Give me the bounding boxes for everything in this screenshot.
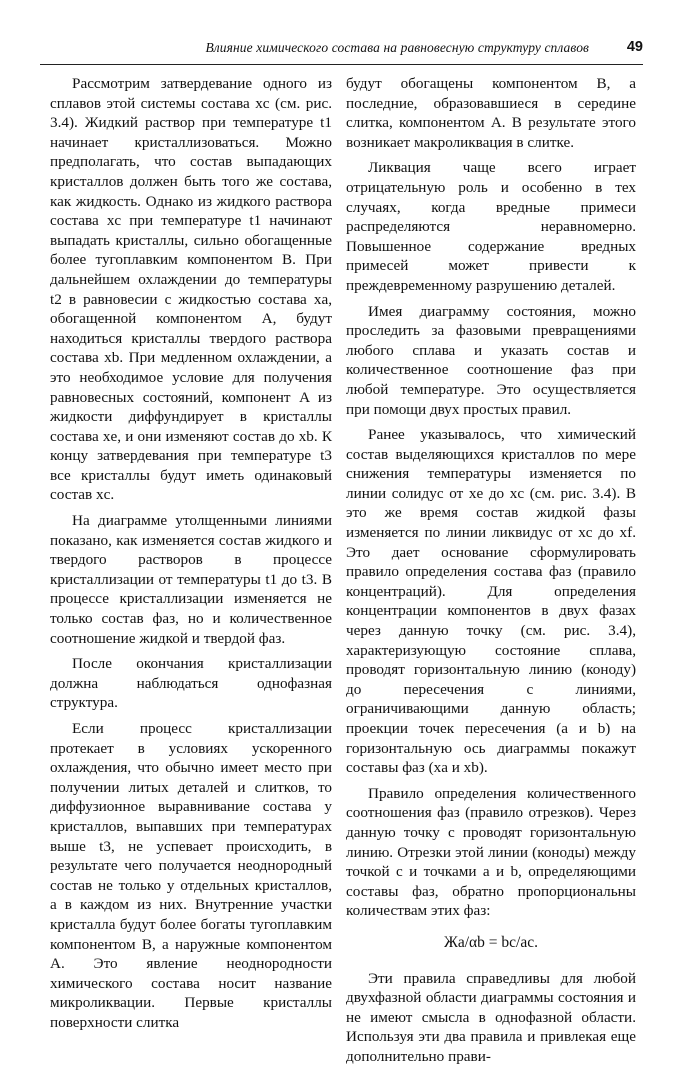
paragraph: Имея диаграмму состояния, можно проследить за фазовыми превращениями любого сплава и указать состав и количественное соотношение фаз при любой температуре. Это осуществляется при помощи двух простых правил. bbox=[346, 302, 636, 418]
running-title: Влияние химического состава на равновесную структуру сплавов bbox=[205, 40, 589, 55]
paragraph: Рассмотрим затвердевание одного из сплавов этой системы состава xc (см. рис. 3.4). Жидкий раствор при температуре t1 начинает кристаллизоваться. Можно предполагать, что состав выпадающих кристаллов должен быть того же состава, как жидкость. Однако из жидкого раствора состава xc при температуре t1 начинают выпадать кристаллы, сильно обогащенные более тугоплавким компонентом B. При дальнейшем охлаждении до температуры t2 в равновесии с жидкостью состава xa, обогащенной компонентом A, будут находиться кристаллы твердого раствора состава xb. При медленном охлаждении, а это необходимое условие для получения равновесных состояний, компонент A из жидкости диффундирует в кристаллы состава xe, и они изменяют состав до xb. К концу затвердевания при температуре t3 все кристаллы будут иметь одинаковый состав xc. bbox=[50, 75, 332, 504]
paragraph: Ликвация чаще всего играет отрицательную роль и особенно в тех случаях, когда вредные примеси распределяются неравномерно. Повышенное содержание вредных примесей может привести к преждевременному разрушению деталей. bbox=[346, 159, 636, 294]
right-column bbox=[346, 74, 636, 1073]
left-column bbox=[50, 74, 332, 1039]
paragraph: будут обогащены компонентом B, а последние, образовавшиеся в середине слитка, компонентом A. В результате этого возникает макроликвация в слитке. bbox=[346, 75, 636, 151]
paragraph: Правило определения количественного соотношения фаз (правило отрезков). Через данную точку c проводят горизонтальную линию. Отрезки этой линии (коноды) между точкой c и точками a и b, определяющими составы фаз, обратно пропорциональны количествам этих фаз: bbox=[346, 784, 636, 920]
paragraph: На диаграмме утолщенными линиями показано, как изменяется состав жидкого и твердого растворов в процессе кристаллизации от температуры t1 до t3. В процессе кристаллизации изменяется не только состав фаз, но и количественное соотношение жидкой и твердой фаз. bbox=[50, 512, 332, 647]
page-number: 49 bbox=[626, 39, 643, 55]
paragraph: Эти правила справедливы для любой двухфазной области диаграммы состояния и не имеют смысла в однофазной области. Используя эти два правила и привлекая еще дополнительно прави- bbox=[346, 969, 636, 1065]
paragraph: Если процесс кристаллизации протекает в условиях ускоренного охлаждения, что обычно имеет место при получении литых деталей и слитков, то диффузионное выравнивание состава у кристаллов, выпавших при температурах выше t3, не успевает происходить, в результате чего получается неоднородный состав не только у отдельных кристаллов, а в каждом из них. Внутренние участки кристалла будут более богаты тугоплавким компонентом B, а наружные компонентом A. Это явление неоднородности химического состава носит название микроликвации. Первые кристаллы поверхности слитка bbox=[50, 720, 332, 1031]
running-header bbox=[40, 38, 643, 65]
formula: Жa/αb = bc/ac. bbox=[443, 933, 538, 951]
paragraph: После окончания кристаллизации должна наблюдаться однофазная структура. bbox=[50, 655, 332, 712]
paragraph: Ранее указывалось, что химический состав выделяющихся кристаллов по мере снижения температуры изменяется по линии солидус от xe до xc (см. рис. 3.4). В это же время состав жидкой фазы изменяется по линии ликвидус от xc до xf. Это дает основание сформулировать правило определения состава фаз (правило концентраций). Для определения концентрации компонентов в двух фазах через данную точку (см. рис. 3.4), характеризующую состояние сплава, проводят горизонтальную линию (коноду) до пересечения с линиями, ограничивающими данную область; проекции точек пересечения (a и b) на горизонтальную ось диаграммы покажут составы фаз (xa и xb). bbox=[346, 426, 636, 777]
